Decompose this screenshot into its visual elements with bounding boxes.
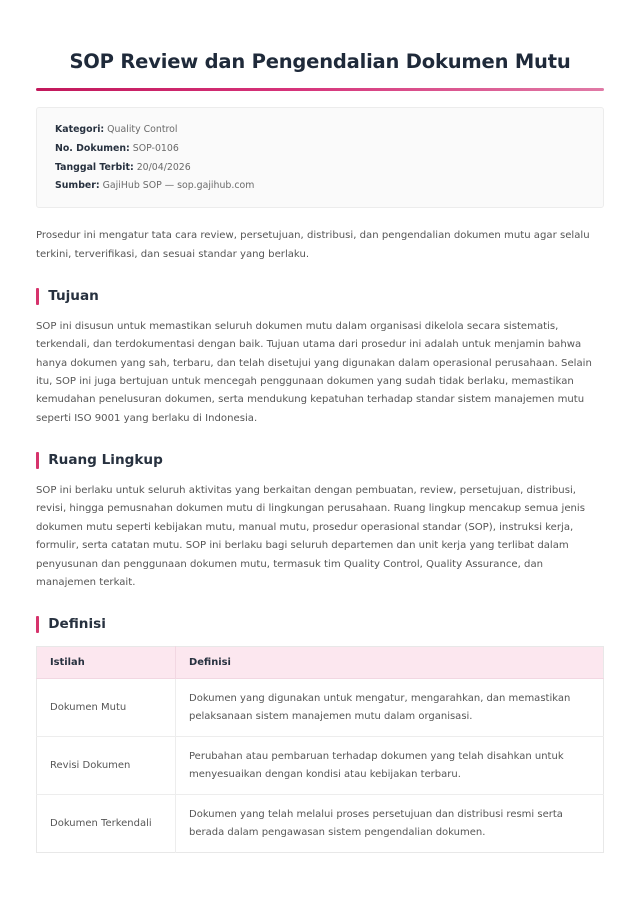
metadata-row-no-dokumen — [55, 139, 585, 158]
section-body-tujuan: SOP ini disusun untuk memastikan seluruh dokumen mutu dalam organisasi dikelola secara sistematis, terkendali, dan terdokumentasi dengan baik. Tujuan utama dari prosedur ini adalah untuk menjamin bahwa hanya dokumen yang sah, terbaru, dan telah disetujui yang digunakan dalam operasional perusahaan. Selain itu, SOP ini juga bertujuan untuk mencegah penggunaan dokumen yang sudah tidak berlaku, memastikan kemudahan penelusuran dokumen, serta mendukung kepatuhan terhadap standar sistem manajemen mutu seperti ISO 9001 yang berlaku di Indonesia. — [36, 320, 592, 424]
table-row — [37, 737, 604, 795]
metadata-label-no-dokumen: No. Dokumen: — [55, 143, 130, 155]
section-accent-bar — [36, 452, 39, 469]
definition-table — [36, 646, 604, 853]
table-cell-definition: Dokumen yang digunakan untuk mengatur, mengarahkan, dan memastikan pelaksanaan sistem manajemen mutu dalam organisasi. — [176, 679, 604, 737]
table-cell-definition: Dokumen yang telah melalui proses persetujuan dan distribusi resmi serta berada dalam pengawasan sistem pengendalian dokumen. — [189, 809, 563, 838]
table-cell-term: Revisi Dokumen — [37, 737, 176, 795]
section-body-ruang-lingkup: SOP ini berlaku untuk seluruh aktivitas yang berkaitan dengan pembuatan, review, persetujuan, distribusi, revisi, hingga pemusnahan dokumen mutu di lingkungan perusahaan. Ruang lingkup mencakup semua jenis dokumen mutu seperti kebijakan mutu, manual mutu, prosedur operasional standar (SOP), instruksi kerja, formulir, serta catatan mutu. SOP ini berlaku bagi seluruh departemen dan unit kerja yang terlibat dalam penyusunan dan penggunaan dokumen mutu, termasuk tim Quality Control, Quality Assurance, dan manajemen terkait. — [36, 485, 585, 588]
metadata-label-tanggal-terbit: Tanggal Terbit: — [55, 161, 134, 173]
table-column-header-definisi: Definisi — [176, 647, 604, 679]
metadata-value-kategori: Quality Control — [107, 124, 178, 136]
title-divider — [36, 88, 604, 91]
metadata-value-no-dokumen: SOP-0106 — [132, 143, 179, 155]
table-header-row — [37, 647, 604, 679]
table-cell-term: Dokumen Terkendali — [37, 795, 176, 853]
section-heading-tujuan — [36, 288, 604, 305]
table-row — [37, 795, 604, 853]
metadata-label-kategori: Kategori: — [55, 124, 105, 136]
section-title-ruang-lingkup: Ruang Lingkup — [48, 451, 163, 468]
metadata-row-kategori — [55, 121, 585, 140]
table-row — [37, 679, 604, 737]
metadata-value-sumber: GajiHub SOP — sop.gajihub.com — [102, 180, 255, 192]
metadata-row-tanggal-terbit — [55, 158, 585, 177]
metadata-label-sumber: Sumber: — [55, 180, 100, 192]
intro-paragraph: Prosedur ini mengatur tata cara review, persetujuan, distribusi, dan pengendalian dokumen mutu agar selalu terkini, terverifikasi, dan sesuai standar yang berlaku. — [36, 230, 590, 260]
section-title-tujuan: Tujuan — [48, 287, 99, 304]
table-cell-term: Dokumen Mutu — [37, 679, 176, 737]
metadata-value-tanggal-terbit: 20/04/2026 — [136, 161, 191, 173]
page-title: SOP Review dan Pengendalian Dokumen Mutu — [69, 50, 571, 73]
section-accent-bar — [36, 288, 39, 305]
section-heading-definisi — [36, 616, 604, 633]
metadata-row-sumber — [55, 177, 585, 196]
section-heading-ruang-lingkup — [36, 452, 604, 469]
section-accent-bar — [36, 616, 39, 633]
document-metadata-box — [36, 107, 604, 208]
table-column-header-istilah: Istilah — [37, 647, 176, 679]
section-title-definisi: Definisi — [48, 615, 106, 632]
table-cell-definition: Perubahan atau pembaruan terhadap dokumen yang telah disahkan untuk menyesuaikan dengan kondisi atau kebijakan terbaru. — [176, 737, 604, 795]
